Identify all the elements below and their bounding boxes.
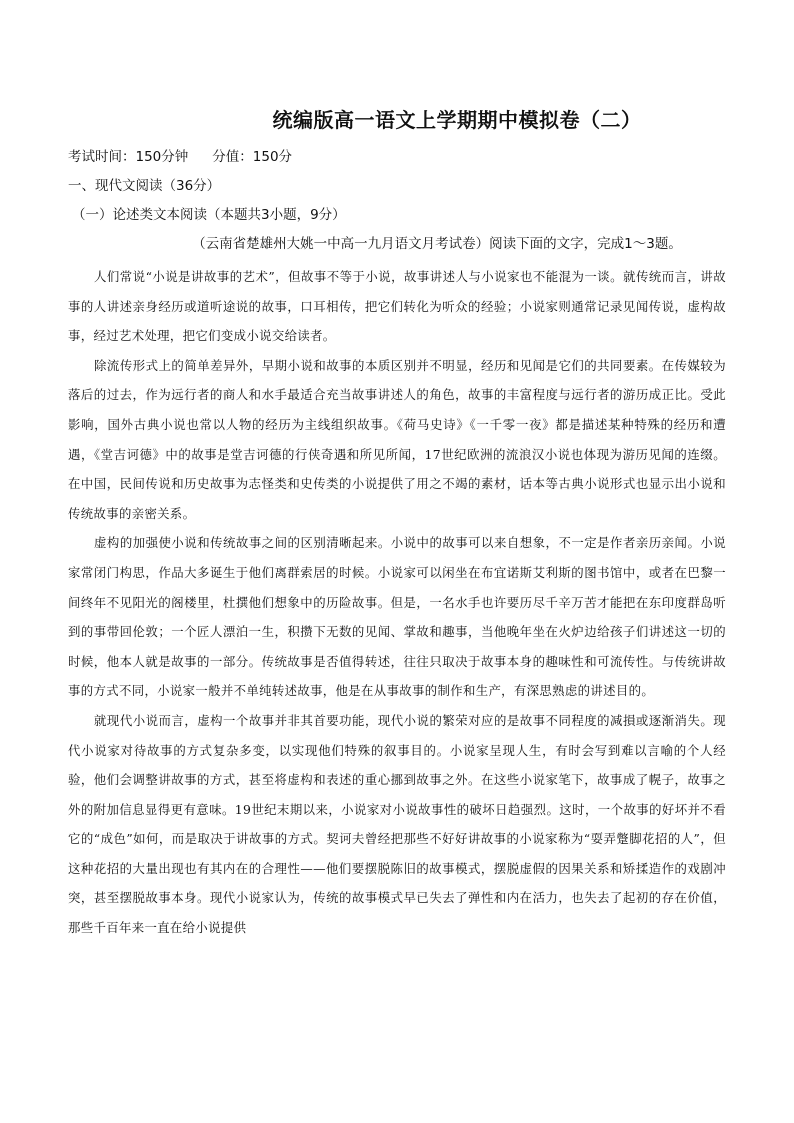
- subsection-heading: （一）论述类文本阅读（本题共3小题，9分）: [72, 207, 346, 223]
- passage-paragraph-2: 除流传形式上的简单差异外，早期小说和故事的本质区别并不明显，经历和见闻是它们的共同要素。在传媒较为落后的过去，作为远行者的商人和水手最适合充当故事讲述人的角色，故事的丰富程度与远行者的游历成正比。受此影响，国外古典小说也常以人物的经历为主线组织故事。《荷马史诗》《一千零一夜》都是描述某种特殊的经历和遭遇，《堂吉诃德》中的故事是堂吉诃德的行侠奇遇和所见所闻，17世纪欧洲的流浪汉小说也体现为游历见闻的连缀。在中国，民间传说和历史故事为志怪类和史传类的小说提供了用之不竭的素材，话本等古典小说形式也显示出小说和传统故事的亲密关系。: [68, 357, 726, 521]
- passage-paragraph-4: 就现代小说而言，虚构一个故事并非其首要功能，现代小说的繁荣对应的是故事不同程度的减損或逐渐消失。现代小说家对待故事的方式复杂多变，以实现他们特殊的叙事目的。小说家呈现人生，有时会写到难以言喻的个人经验，他们会调整讲故事的方式，甚至将虚构和表述的重心挪到故事之外。在这些小说家笔下，故事成了幌子，故事之外的附加信息显得更有意味。19世纪末期以来，小说家对小说故事性的破坏日趋强烈。这时，一个故事的好坏并不看它的“成色”如何，而是取决于讲故事的方式。契诃夫曾经把那些不好好讲故事的小说家称为“耍弄蹩脚花招的人”，但这种花招的大量出现也有其内在的合理性——他们要摆脱陈旧的故事模式，摆脱虚假的因果关系和矫揉造作的戏剧冲突，甚至摆脱故事本身。现代小说家认为，传统的故事模式早已失去了弹性和内在活力，也失去了起初的存在价值，那些千百年来一直在给小说提供: [68, 712, 726, 936]
- passage-paragraph-3: 虚构的加强使小说和传统故事之间的区别清晰起来。小说中的故事可以来自想象，不一定是作者亲历亲闻。小说家常闭门构思，作品大多诞生于他们离群索居的时候。小说家可以闲坐在布宜诺斯艾利斯的图书馆中，或者在巴黎一间终年不见阳光的阁楼里，杜撰他们想象中的历险故事。但是，一名水手也许要历尽千辛万苦才能把在东印度群岛听到的事带回伦敦；一个匠人漂泊一生，积攒下无数的见闻、掌故和趣事，当他晚年坐在火炉边给孩子们讲述这一切的时候，他本人就是故事的一部分。传统故事是否值得转述，往往只取决于故事本身的趣味性和可流传性。与传统讲故事的方式不同，小说家一般并不单纯转述故事，他是在从事故事的制作和生产，有深思熟虑的讲述目的。: [68, 535, 726, 699]
- exam-time: 考试时间：150分钟: [68, 149, 189, 165]
- passage-source: （云南省楚雄州大姚一中高一九月语文月考试卷）阅读下面的文字，完成1～3题。: [192, 236, 682, 252]
- exam-score: 分值：150分: [212, 149, 293, 165]
- exam-meta: [68, 147, 726, 167]
- section-heading: 一、现代文阅读（36分）: [68, 178, 221, 194]
- passage-paragraph-1: 人们常说“小说是讲故事的艺术”，但故事不等于小说，故事讲述人与小说家也不能混为一谈。就传统而言，讲故事的人讲述亲身经历或道听途说的故事，口耳相传，把它们转化为听众的经验；小说家则通常记录见闻传说，虚构故事，经过艺术处理，把它们变成小说交给读者。: [68, 269, 726, 344]
- page-title: 统编版高一语文上学期期中模拟卷（二）: [272, 108, 642, 132]
